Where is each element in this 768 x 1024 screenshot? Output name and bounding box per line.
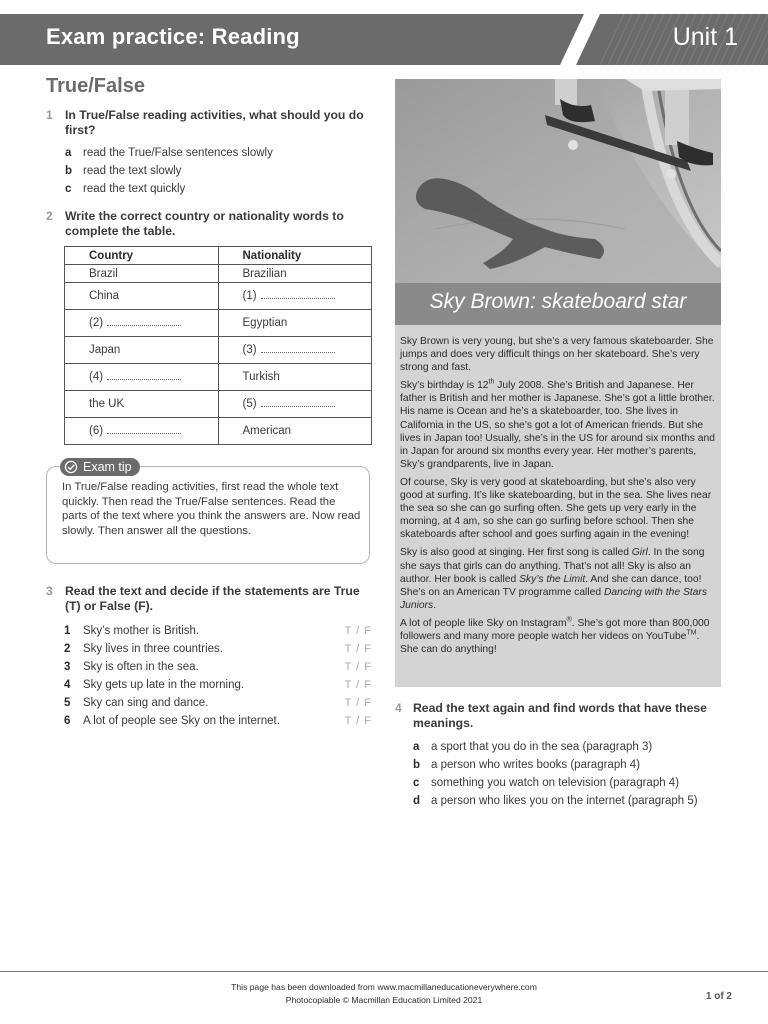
article-paragraph-3: Of course, Sky is very good at skateboarding, but she’s also very good at surfing. It’s like skateboarding, but in the sea. She lives near the sea so she can go surfing often. She gets up very early in the morning, at 4 am, so she can go surfing before school. Then she skateboards after school and goes surfing again in the evening! (400, 476, 712, 541)
table-row (65, 391, 372, 418)
footer-download-note: This page has been downloaded from www.macmillaneducationeverywhere.com (231, 982, 537, 992)
option-a[interactable]: a read the True/False sentences slowly (65, 146, 273, 159)
question-text: Read the text again and find words that have these meanings. (413, 701, 707, 730)
article-paragraph-1: Sky Brown is very young, but she’s a very famous skateboarder. She jumps and does very difficult things on her skateboard. She’s very strong and fast. (400, 336, 714, 374)
page-header (0, 14, 768, 65)
true-false-choice[interactable]: T / F (344, 697, 372, 709)
statement-row: 4 Sky gets up late in the morning. T / F (64, 679, 372, 691)
statement-row: 1 Sky’s mother is British. T / F (64, 625, 372, 637)
table-header-row (65, 247, 372, 265)
answer-blank[interactable] (107, 371, 181, 380)
section-title: True/False (46, 75, 145, 97)
footer-divider (0, 971, 768, 972)
answer-blank[interactable] (261, 344, 335, 353)
nationality-cell: Turkish (218, 364, 372, 391)
article-text (395, 325, 721, 687)
country-cell: the UK (65, 391, 219, 418)
true-false-choice[interactable]: T / F (344, 625, 372, 637)
statement-row: 2 Sky lives in three countries. T / F (64, 643, 372, 655)
statement-row: 6 A lot of people see Sky on the internet. T / F (64, 715, 372, 727)
unit-label: Unit 1 (672, 23, 738, 51)
country-cell: Japan (65, 337, 219, 364)
answer-blank[interactable] (261, 398, 335, 407)
option-d[interactable]: d a person who likes you on the internet (paragraph 5) (413, 794, 698, 807)
true-false-choice[interactable]: T / F (344, 661, 372, 673)
question-3 (46, 584, 366, 614)
table-row (65, 310, 372, 337)
article-title: Sky Brown: skateboard star (429, 290, 687, 313)
answer-blank[interactable] (261, 290, 335, 299)
table-row (65, 418, 372, 445)
statement-row: 5 Sky can sing and dance. T / F (64, 697, 372, 709)
option-b[interactable]: b read the text slowly (65, 164, 182, 177)
article-paragraph-2: Sky’s birthday is 12th July 2008. She’s British and Japanese. Her father is British and her mother is Japanese. She’s got a little brother. His name is Ocean and he’s a skateboarder, too. She lives in California in the US, so she’s got a lot of American friends. But she lives in Japan too! Usually, she’s in the US for around six months and in Japan for around six months every year. Her mother’s parents, Sky’s grandparents, live in Japan. (400, 378, 715, 470)
question-text: In True/False reading activities, what should you do first? (65, 108, 364, 137)
table-row (65, 337, 372, 364)
answer-number: (3) (242, 344, 257, 356)
question-number: 4 (395, 701, 402, 715)
question-number: 1 (46, 108, 53, 122)
table-row (65, 364, 372, 391)
answer-number: (2) (89, 317, 104, 329)
country-cell: Brazil (65, 265, 219, 283)
page-title: Exam practice: Reading (46, 24, 300, 49)
option-b[interactable]: b a person who writes books (paragraph 4) (413, 758, 641, 771)
skateboarder-photo (395, 79, 721, 283)
table-row (65, 265, 372, 283)
option-c[interactable]: c read the text quickly (65, 182, 186, 195)
article-paragraph-4: Sky is also good at singing. Her first song is called Girl. In the song she says that girls can do anything. That’s not all! Sky is also an author. Her book is called Sky’s the Limit. And she can dance, too! She’s on an American TV programme called Dancing with the Stars Juniors. (400, 547, 707, 611)
table-row (65, 283, 372, 310)
exam-tip-text: In True/False reading activities, first read the whole text quickly. Then read the True/False sentences. Read the parts of the text where you think the answers are. Now read slowly. Then answer all the questions. (62, 481, 361, 537)
column-header-nationality: Nationality (218, 247, 372, 265)
answer-number: (1) (242, 290, 257, 302)
question-2 (46, 209, 366, 239)
answer-number: (4) (89, 371, 104, 383)
nationality-cell: American (218, 418, 372, 445)
answer-blank[interactable] (107, 425, 181, 434)
nationality-cell[interactable] (218, 391, 372, 418)
true-false-choice[interactable]: T / F (344, 643, 372, 655)
option-c[interactable]: c something you watch on television (paragraph 4) (413, 776, 680, 789)
question-4 (395, 701, 735, 808)
answer-number: (5) (242, 398, 257, 410)
true-false-choice[interactable]: T / F (344, 679, 372, 691)
question-number: 2 (46, 209, 53, 223)
page-number: 1 of 2 (705, 991, 732, 1002)
check-circle-icon (64, 460, 78, 474)
nationality-cell[interactable] (218, 283, 372, 310)
nationality-cell: Brazilian (218, 265, 372, 283)
nationality-cell: Egyptian (218, 310, 372, 337)
country-cell: China (65, 283, 219, 310)
statement-row: 3 Sky is often in the sea. T / F (64, 661, 372, 673)
country-nationality-table (64, 246, 372, 445)
option-a[interactable]: a a sport that you do in the sea (paragraph 3) (413, 740, 653, 753)
exam-tip-badge (60, 458, 140, 476)
article-title-bar (395, 283, 721, 325)
article-paragraph-5: A lot of people like Sky on Instagram®. She’s got more than 800,000 followers and many more people watch her videos on YouTube™. She can do anything! (400, 616, 710, 656)
column-header-country: Country (65, 247, 219, 265)
exam-tip-label: Exam tip (83, 460, 132, 474)
question-text: Write the correct country or nationality words to complete the table. (65, 209, 344, 238)
question-text: Read the text and decide if the statements are True (T) or False (F). (65, 584, 360, 613)
nationality-cell[interactable] (218, 337, 372, 364)
answer-blank[interactable] (107, 317, 181, 326)
question-number: 3 (46, 584, 53, 598)
country-cell[interactable] (65, 364, 219, 391)
footer-copyright: Photocopiable © Macmillan Education Limited 2021 (285, 995, 483, 1005)
answer-number: (6) (89, 425, 104, 437)
country-cell[interactable] (65, 418, 219, 445)
country-cell[interactable] (65, 310, 219, 337)
statement-list (64, 622, 376, 730)
question-1 (46, 108, 366, 196)
true-false-choice[interactable]: T / F (344, 715, 372, 727)
